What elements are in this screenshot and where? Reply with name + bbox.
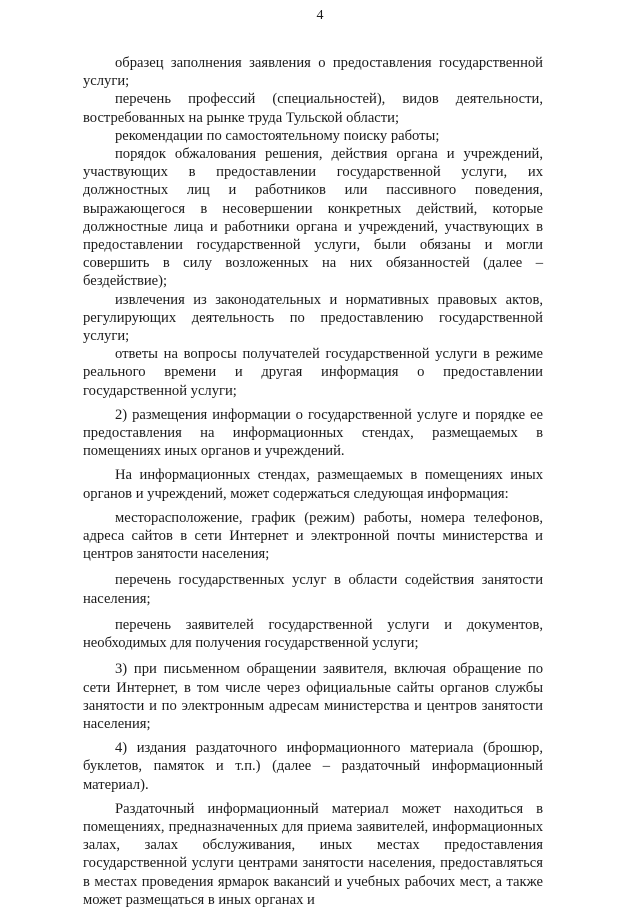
paragraph-realtime-answers: ответы на вопросы получателей государственной услуги в режиме реального времени и другая информация о предоставлении государственной услуги;	[83, 346, 543, 399]
paragraph-professions-list: перечень профессий (специальностей), видов деятельности, востребованных на рынке труда Тульской области;	[83, 91, 543, 126]
paragraph-legal-extracts: извлечения из законодательных и нормативных правовых актов, регулирующих деятельность по предоставлению государственной услуги;	[83, 291, 543, 345]
document-body	[83, 54, 543, 909]
paragraph-handout-locations: Раздаточный информационный материал может находиться в помещениях, предназначенных для приема заявителей, информационных залах, залах обслуживания, иных местах предоставления государственной услуги центрами занятости населения, предоставляться в местах проведения ярмарок вакансий и учебных рабочих мест, а также может размещаться в иных органах и	[83, 800, 543, 908]
paragraph-location-schedule: месторасположение, график (режим) работы, номера телефонов, адреса сайтов в сети Интернет и электронной почты министерства и центров занятости населения;	[83, 509, 543, 563]
paragraph-info-stands: 2) размещения информации о государственной услуге и порядке ее предоставления на информационных стендах, размещаемых в помещениях иных органов и учреждений.	[83, 406, 543, 460]
paragraph-written-request: 3) при письменном обращении заявителя, включая обращение по сети Интернет, в том числе через официальные сайты органов службы занятости и по электронным адресам министерства и центров занятости населения;	[83, 661, 543, 732]
paragraph-services-list: перечень государственных услуг в области содействия занятости населения;	[83, 572, 543, 607]
paragraph-appeal-procedure: порядок обжалования решения, действия органа и учреждений, участвующих в предоставлении государственной услуги, их должностных лиц и работников или пассивного поведения, выражающегося в несовершении конкретных действий, которые должностные лица и работники органа и учреждений, участвующих в предоставлении государственной услуги, были обязаны и могли совершить в силу возложенных на них обязанностей (далее – бездействие);	[83, 146, 543, 290]
paragraph-application-sample: образец заполнения заявления о предоставления государственной услуги;	[83, 55, 543, 90]
paragraph-stand-contents: На информационных стендах, размещаемых в помещениях иных органов и учреждений, может содержаться следующая информация:	[83, 467, 543, 502]
paragraph-handout-publishing: 4) издания раздаточного информационного материала (брошюр, буклетов, памяток и т.п.) (далее – раздаточный информационный материал).	[83, 740, 543, 793]
page-number: 4	[316, 8, 324, 23]
paragraph-applicants-documents: перечень заявителей государственной услуги и документов, необходимых для получения государственной услуги;	[83, 616, 543, 652]
paragraph-job-search-tips: рекомендации по самостоятельному поиску работы;	[115, 127, 440, 144]
